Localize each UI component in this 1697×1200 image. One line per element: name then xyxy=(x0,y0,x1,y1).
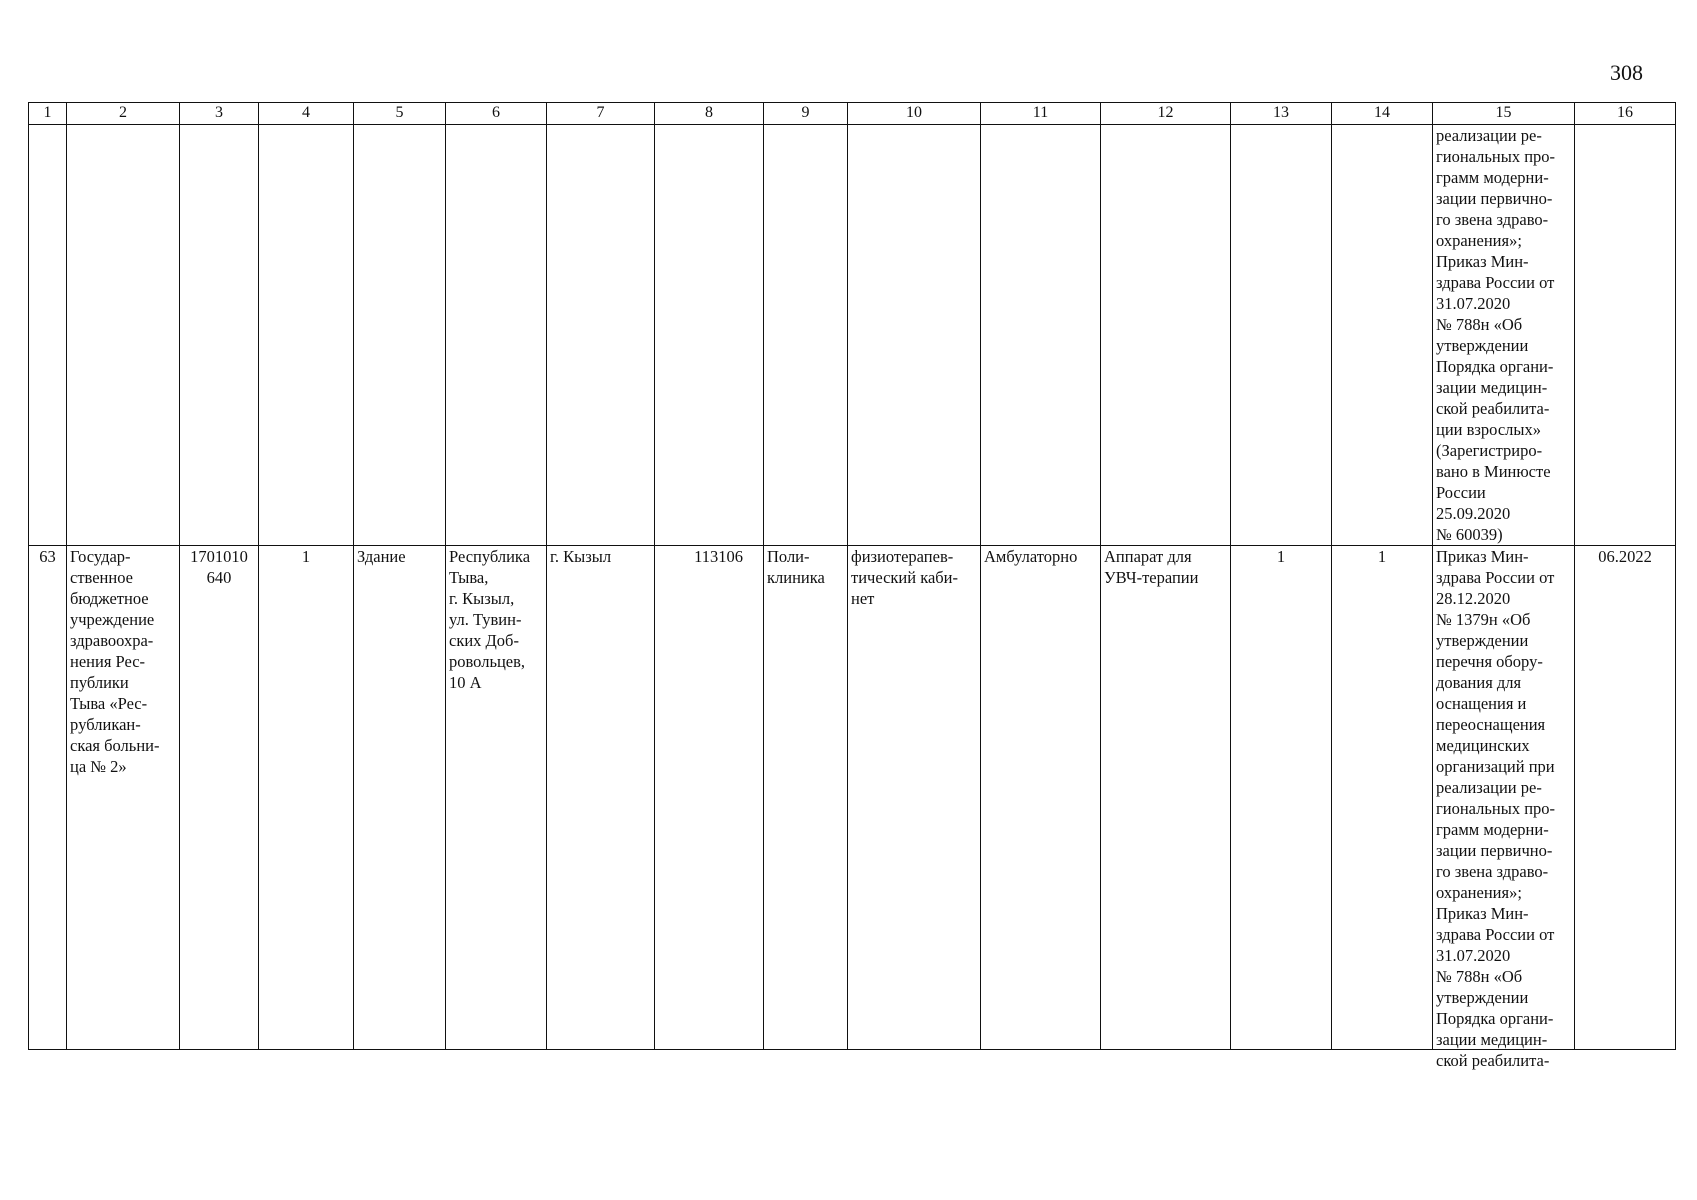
header-cell: 6 xyxy=(446,103,547,125)
header-cell: 16 xyxy=(1575,103,1676,125)
header-cell: 12 xyxy=(1101,103,1231,125)
continuation-row xyxy=(29,125,1676,546)
table-cell xyxy=(848,125,981,546)
header-cell: 5 xyxy=(354,103,446,125)
table-cell xyxy=(547,125,655,546)
header-cell: 8 xyxy=(655,103,764,125)
equipment-name: Аппарат для УВЧ-терапии xyxy=(1101,546,1231,1050)
table-cell xyxy=(29,125,67,546)
table-cell xyxy=(981,125,1101,546)
header-cell: 4 xyxy=(259,103,354,125)
table-cell xyxy=(180,125,259,546)
col4-value: 1 xyxy=(259,546,354,1050)
table-cell xyxy=(1231,125,1332,546)
cabinet: физиотерапев- тический каби- нет xyxy=(848,546,981,1050)
table-cell xyxy=(354,125,446,546)
header-cell: 15 xyxy=(1433,103,1575,125)
legal-basis-cell xyxy=(1433,546,1575,1070)
table-cell xyxy=(1575,125,1676,546)
legal-basis-cell: реализации ре- гиональных про- грамм модерни- зации первично- го звена здраво- охранения»; Приказ Мин- здрава России от 31.07.2020 № 788н «Об утверждении Порядка органи- зации медицин- ской реабилита- ции взрослых» (Зарегистриро- вано в Минюсте России 25.09.2020 № 60039) xyxy=(1433,125,1575,546)
date-cell: 06.2022 xyxy=(1575,546,1676,1050)
department-type: Поли- клиника xyxy=(764,546,848,1050)
page-number: 308 xyxy=(1610,60,1643,85)
row-number: 63 xyxy=(29,546,67,1050)
header-cell: 10 xyxy=(848,103,981,125)
organization-name: Государ- ственное бюджетное учреждение здравоохра- нения Рес- публики Тыва «Рес- pубликан- ская больни- ца № 2» xyxy=(67,546,180,1050)
table-cell xyxy=(764,125,848,546)
address: Республика Тыва, г. Кызыл, ул. Тувин- ских Доб- ровольцев, 10 А xyxy=(446,546,547,1050)
header-cell: 9 xyxy=(764,103,848,125)
table-cell xyxy=(259,125,354,546)
header-cell: 11 xyxy=(981,103,1101,125)
header-cell: 3 xyxy=(180,103,259,125)
header-cell: 13 xyxy=(1231,103,1332,125)
care-condition: Амбулаторно xyxy=(981,546,1101,1050)
equipment-table xyxy=(28,102,1676,1070)
table-row xyxy=(29,546,1676,1050)
col14-qty: 1 xyxy=(1332,546,1433,1050)
organization-code: 1701010 640 xyxy=(180,546,259,1050)
object-type: Здание xyxy=(354,546,446,1050)
col13-qty: 1 xyxy=(1231,546,1332,1050)
column-number-header xyxy=(29,103,1676,125)
table-cell xyxy=(655,125,764,546)
table-cell xyxy=(1332,125,1433,546)
legal-basis-text: Приказ Мин- здрава России от 28.12.2020 № 1379н «Об утверждении перечня обору- дования для оснащения и переоснащения медицинских организаций при реализации ре- гиональных про- грамм модерни- зации первично- го звена здраво- охранения»; Приказ Мин- здрава России от 31.07.2020 № 788н «Об утверждении Порядка органи- зации медицин- ской реабилита- xyxy=(1436,547,1556,1070)
table-cell xyxy=(1101,125,1231,546)
table-cell xyxy=(446,125,547,546)
table-cell xyxy=(67,125,180,546)
city: г. Кызыл xyxy=(547,546,655,1050)
col8-code: 113106 xyxy=(655,546,764,1050)
header-cell: 14 xyxy=(1332,103,1433,125)
header-cell: 1 xyxy=(29,103,67,125)
header-cell: 2 xyxy=(67,103,180,125)
header-cell: 7 xyxy=(547,103,655,125)
